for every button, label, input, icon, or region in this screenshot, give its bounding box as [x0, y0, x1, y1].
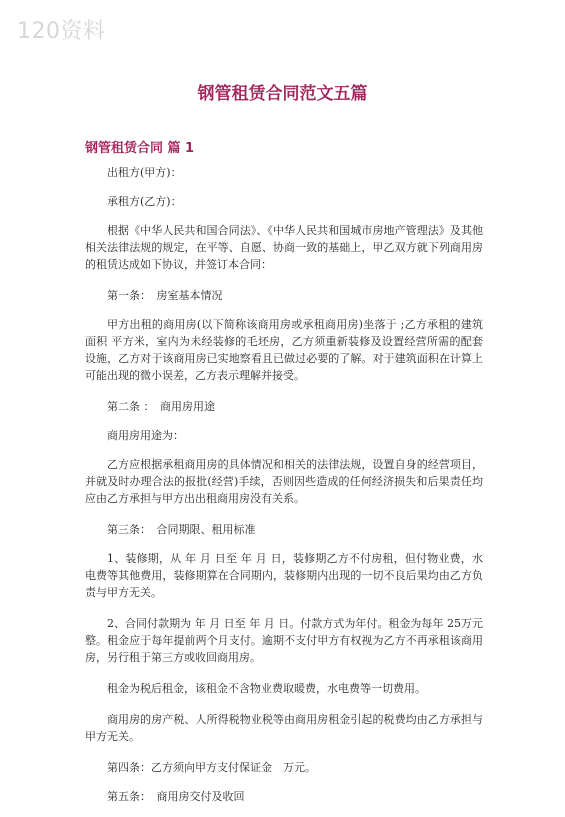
- article-1-heading: 第一条： 房室基本情况: [107, 289, 223, 302]
- preamble-paragraph: 根据《中华人民共和国合同法》、《中华人民共和国城市房地产管理法》及其他相关法律法规的规定，在平等、自愿、协商一致的基础上，甲乙双方就下列商用房的租赁达成如下协议，并签订本合同：: [85, 224, 483, 271]
- article-1-paragraph: 甲方出租的商用房(以下简称该商用房或承租商用房)坐落于 ;乙方承租的建筑面积 平方米，室内为未经装修的毛坯房，乙方须重新装修及设置经营所需的配套设施，乙方对于该商用房已实地察看且已做过必要的了解。对于建筑面积在计算上可能出现的微小误差，乙方表示理解并接受。: [85, 318, 483, 382]
- article-3-heading: 第三条： 合同期限、租用标准: [107, 523, 256, 536]
- article-2-paragraph: 乙方应根据承租商用房的具体情况和相关的法律法规，设置自身的经营项目，并就及时办理合法的报批(经营)手续，否则因些造成的任何经济损失和后果责任均应由乙方承担与甲方出出租商用房没有关系。: [85, 458, 483, 505]
- renovation-period-paragraph: 1、装修期，从 年 月 日至 年 月 日，装修期乙方不付房租，但付物业费，水电费等其他费用，装修期算在合同期内，装修期内出现的一切不良后果均由乙方负责与甲方无关。: [85, 552, 483, 599]
- article-2-heading: 第二条 ： 商用房用途: [107, 400, 215, 413]
- article-5-heading: 第五条： 商用房交付及收回: [107, 790, 245, 803]
- rent-note-paragraph: 租金为税后租金，该租金不含物业费取暖费，水电费等一切费用。: [107, 682, 426, 695]
- lessor-line: 出租方(甲方)：: [107, 166, 182, 179]
- tax-paragraph: 商用房的房产税、人所得税物业税等由商用房租金引起的税费均由乙方承担与甲方无关。: [85, 713, 483, 743]
- payment-period-paragraph: 2、合同付款期为 年 月 日至 年 月 日。付款方式为年付。租金为每年 25万元整。租金应于每年提前两个月支付。逾期不支付甲方有权视为乙方不再承租该商用房，另行租于第三方或收回商用房。: [85, 617, 483, 664]
- watermark: 120资料: [17, 19, 106, 44]
- usage-line: 商用房用途为：: [107, 429, 184, 442]
- document-title: 钢管租赁合同范文五篇: [197, 84, 368, 104]
- contract-body: [85, 164, 483, 817]
- section-heading: 钢管租赁合同 篇 1: [85, 141, 195, 156]
- article-4-line: 第四条：乙方须向甲方支付保证金 万元。: [107, 761, 316, 774]
- lessee-line: 承租方(乙方)：: [107, 195, 182, 208]
